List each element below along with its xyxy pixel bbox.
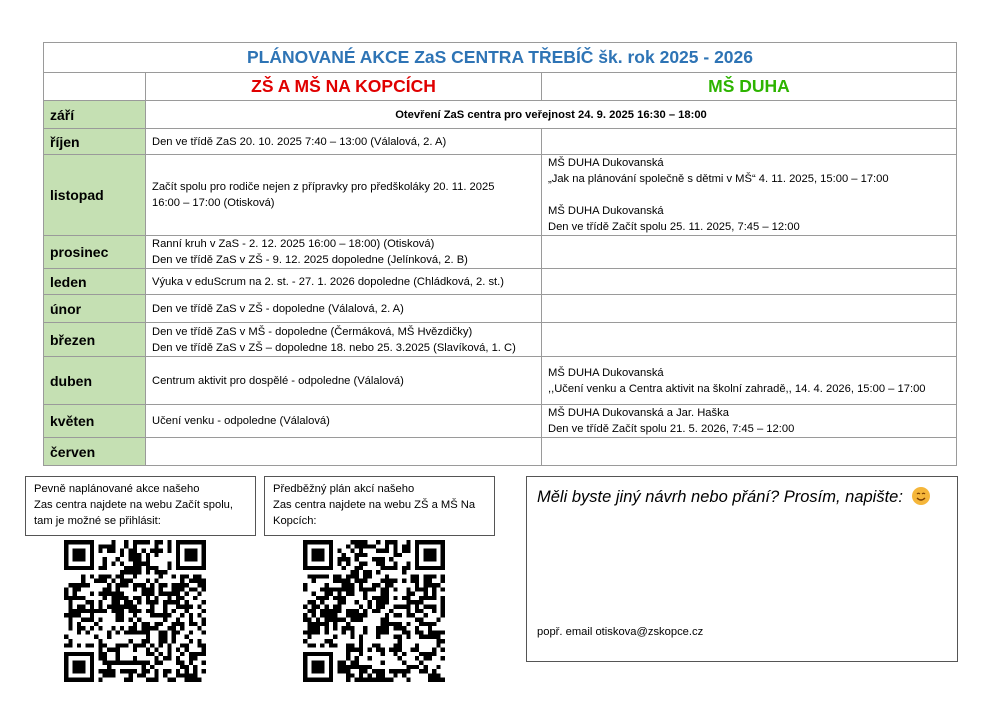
event-line: Učení venku - odpoledne (Válalová) bbox=[152, 415, 330, 427]
event-line: Centrum aktivit pro dospělé - odpoledne (Válalová) bbox=[152, 374, 404, 387]
event-cell-duha bbox=[542, 155, 957, 236]
plan-table bbox=[43, 42, 957, 466]
month-cell: prosinec bbox=[44, 236, 146, 269]
month-cell: leden bbox=[44, 269, 146, 295]
event-line: 16:00 – 17:00 (Otisková) bbox=[152, 197, 275, 209]
month-cell: červen bbox=[44, 438, 146, 466]
event-cell-kopce bbox=[146, 155, 542, 236]
table-row bbox=[44, 269, 957, 295]
column-header-ms-duha: MŠ DUHA bbox=[542, 73, 957, 101]
info-box-zs-ms-kopce bbox=[264, 476, 495, 536]
event-line: Ranní kruh v ZaS - 2. 12. 2025 16:00 – 18:00) (Otisková) bbox=[152, 238, 435, 250]
event-cell-duha bbox=[542, 236, 957, 269]
event-line: MŠ DUHA Dukovanská bbox=[548, 366, 664, 379]
event-cell-duha bbox=[542, 357, 957, 405]
event-line: Výuka v eduScrum na 2. st. - 27. 1. 2026 dopoledne (Chládková, 2. st.) bbox=[152, 275, 504, 288]
table-row bbox=[44, 323, 957, 357]
smiley-icon bbox=[912, 487, 930, 505]
info-line: Zas centra najdete na webu Začít spolu, bbox=[34, 499, 234, 511]
event-cell-duha bbox=[542, 129, 957, 155]
event-cell-duha bbox=[542, 405, 957, 438]
table-row bbox=[44, 129, 957, 155]
event-line: Den ve třídě ZaS v ZŠ - dopoledne (Válalová, 2. A) bbox=[152, 302, 404, 315]
event-cell-kopce bbox=[146, 357, 542, 405]
table-row bbox=[44, 236, 957, 269]
event-cell-duha bbox=[542, 269, 957, 295]
table-row bbox=[44, 438, 957, 466]
qr-code-icon[interactable] bbox=[303, 540, 445, 682]
event-cell-kopce bbox=[146, 269, 542, 295]
event-line: „Jak na plánování společně s dětmi v MŠ“ 4. 11. 2025, 15:00 – 17:00 bbox=[548, 173, 889, 185]
column-header-zs-kopce: ZŠ A MŠ NA KOPCÍCH bbox=[146, 73, 542, 101]
event-cell-kopce bbox=[146, 323, 542, 357]
table-row bbox=[44, 295, 957, 323]
event-cell-kopce bbox=[146, 438, 542, 466]
month-cell: únor bbox=[44, 295, 146, 323]
table-row bbox=[44, 101, 957, 129]
event-cell-kopce bbox=[146, 405, 542, 438]
event-cell-kopce bbox=[146, 295, 542, 323]
qr-code-icon[interactable] bbox=[64, 540, 206, 682]
event-cell-duha bbox=[542, 438, 957, 466]
table-row bbox=[44, 357, 957, 405]
event-line: Den ve třídě ZaS v ZŠ - 9. 12. 2025 dopoledne (Jelínková, 2. B) bbox=[152, 254, 468, 266]
feedback-box bbox=[526, 476, 958, 662]
info-line: Pevně naplánované akce našeho bbox=[34, 483, 200, 495]
corner-cell bbox=[44, 73, 146, 101]
month-cell: květen bbox=[44, 405, 146, 438]
event-line: Den ve třídě ZaS v MŠ - dopoledne (Čermáková, MŠ Hvězdičky) bbox=[152, 325, 473, 338]
month-cell: říjen bbox=[44, 129, 146, 155]
event-line: MŠ DUHA Dukovanská bbox=[548, 157, 664, 169]
feedback-question-text: Měli byste jiný návrh nebo přání? Prosím, napište: bbox=[537, 488, 903, 506]
feedback-question bbox=[537, 487, 930, 507]
info-line: Zas centra najdete na webu ZŠ a MŠ Na bbox=[273, 499, 476, 511]
feedback-email[interactable]: popř. email otiskova@zskopce.cz bbox=[537, 626, 704, 638]
info-line: tam je možné se přihlásit: bbox=[34, 515, 161, 527]
month-cell: březen bbox=[44, 323, 146, 357]
event-line bbox=[548, 187, 950, 203]
event-line: MŠ DUHA Dukovanská a Jar. Haška bbox=[548, 407, 729, 419]
event-cell-kopce bbox=[146, 236, 542, 269]
event-line: Den ve třídě ZaS 20. 10. 2025 7:40 – 13:00 (Válalová, 2. A) bbox=[152, 135, 447, 148]
event-line: Den ve třídě Začít spolu 25. 11. 2025, 7:45 – 12:00 bbox=[548, 221, 800, 233]
info-line: Kopcích: bbox=[273, 515, 317, 527]
event-line: MŠ DUHA Dukovanská bbox=[548, 205, 664, 217]
month-cell: duben bbox=[44, 357, 146, 405]
event-line: Začít spolu pro rodiče nejen z přípravky pro předškoláky 20. 11. 2025 bbox=[152, 181, 495, 193]
page-title: PLÁNOVANÉ AKCE ZaS CENTRA TŘEBÍČ šk. rok 2025 - 2026 bbox=[44, 43, 957, 73]
table-row bbox=[44, 155, 957, 236]
event-cell-duha bbox=[542, 295, 957, 323]
plan-rows bbox=[44, 101, 957, 466]
open-day-cell: Otevření ZaS centra pro veřejnost 24. 9. 2025 16:30 – 18:00 bbox=[146, 101, 957, 129]
event-cell-kopce bbox=[146, 129, 542, 155]
event-line: Den ve třídě Začít spolu 21. 5. 2026, 7:45 – 12:00 bbox=[548, 423, 795, 435]
event-line: ,,Učení venku a Centra aktivit na školní zahradě,, 14. 4. 2026, 15:00 – 17:00 bbox=[548, 382, 926, 395]
event-cell-duha bbox=[542, 323, 957, 357]
info-box-zacit-spolu bbox=[25, 476, 256, 536]
month-cell: listopad bbox=[44, 155, 146, 236]
table-row bbox=[44, 405, 957, 438]
info-line: Předběžný plán akcí našeho bbox=[273, 483, 415, 495]
event-line: Den ve třídě ZaS v ZŠ – dopoledne 18. nebo 25. 3.2025 (Slavíková, 1. C) bbox=[152, 341, 516, 354]
month-cell: září bbox=[44, 101, 146, 129]
